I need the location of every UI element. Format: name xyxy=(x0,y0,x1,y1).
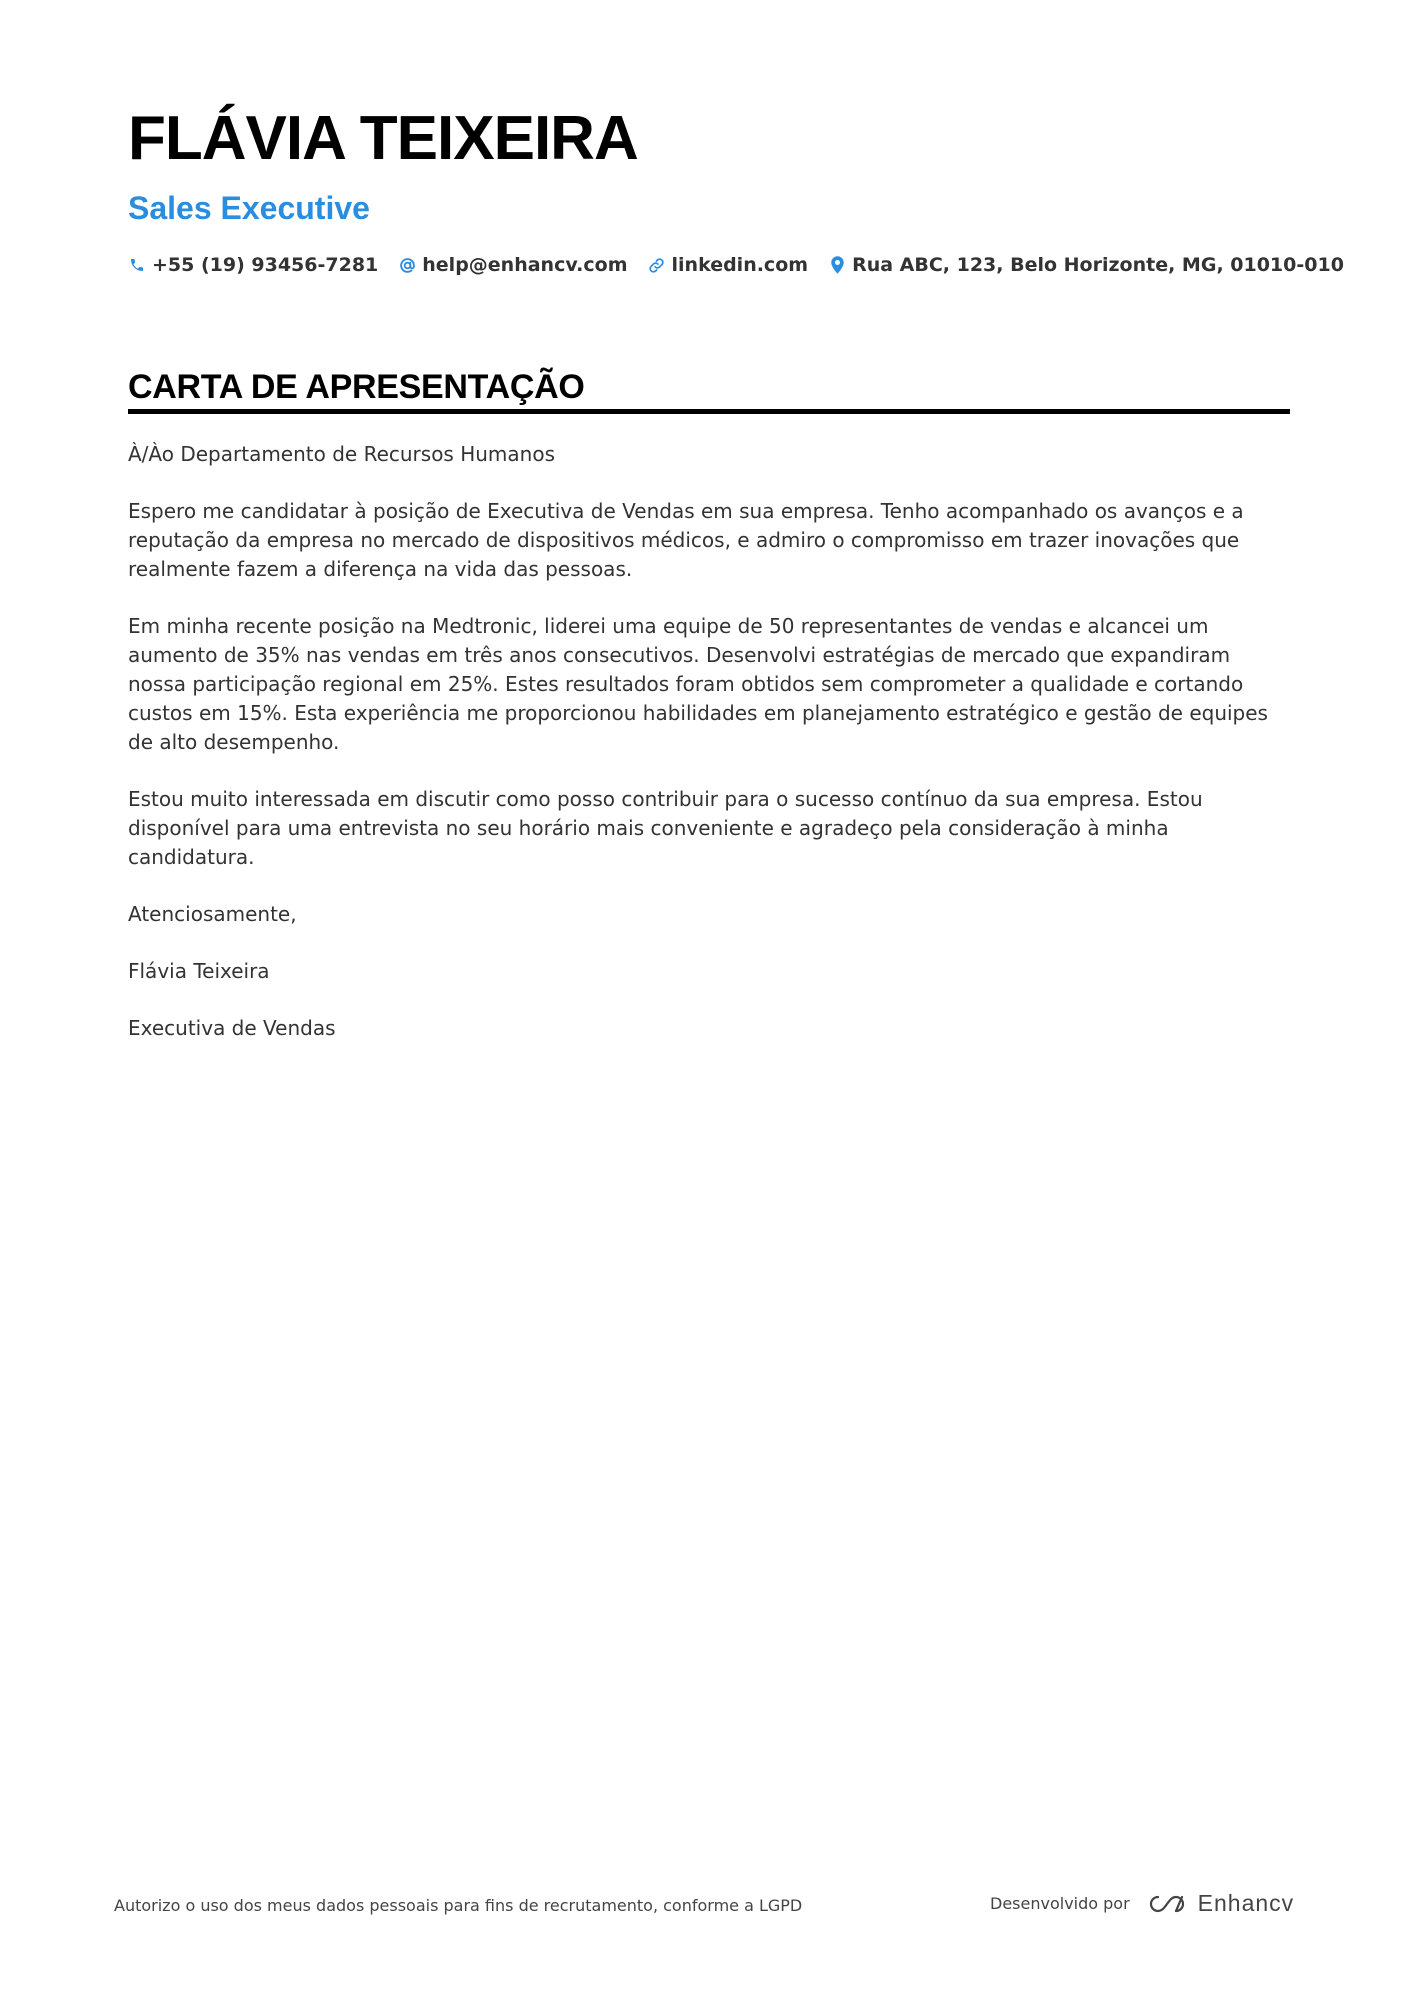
contact-bar xyxy=(128,254,1364,276)
letter-salutation: À/Ào Departamento de Recursos Humanos xyxy=(128,442,555,466)
link-icon xyxy=(648,256,666,274)
contact-email-text: help@enhancv.com xyxy=(422,254,628,276)
candidate-name: FLÁVIA TEIXEIRA xyxy=(128,104,638,173)
candidate-role: Sales Executive xyxy=(128,190,370,226)
contact-linkedin[interactable] xyxy=(648,254,809,276)
contact-email[interactable] xyxy=(398,254,627,276)
contact-phone-text: +55 (19) 93456-7281 xyxy=(152,254,379,276)
footer-brand[interactable] xyxy=(990,1890,1294,1917)
location-pin-icon xyxy=(828,256,846,274)
phone-icon xyxy=(128,256,146,274)
signature-name: Flávia Teixeira xyxy=(128,959,270,983)
contact-linkedin-text: linkedin.com xyxy=(671,254,809,276)
contact-address-text: Rua ABC, 123, Belo Horizonte, MG, 01010-010 xyxy=(852,254,1344,276)
footer-consent: Autorizo o uso dos meus dados pessoais para fins de recrutamento, conforme a LGPD xyxy=(114,1896,803,1915)
enhancv-logo xyxy=(1144,1890,1295,1917)
brand-name: Enhancv xyxy=(1197,1890,1295,1916)
letter-paragraph: Espero me candidatar à posição de Executiva de Vendas em sua empresa. Tenho acompanhado os avanços e a reputação da empresa no mercado de dispositivos médicos, e admiro o compromisso em trazer inovações que realmente fazem a diferença na vida das pessoas. xyxy=(128,499,1244,581)
contact-phone[interactable] xyxy=(128,254,378,276)
signature-title: Executiva de Vendas xyxy=(128,1016,336,1040)
section-divider xyxy=(128,409,1290,414)
powered-by-label: Desenvolvido por xyxy=(990,1894,1130,1913)
letter-paragraph: Estou muito interessada em discutir como posso contribuir para o sucesso contínuo da sua empresa. Estou disponível para uma entrevista no seu horário mais conveniente e agradeço pela consideração à minha candidatura. xyxy=(128,787,1203,869)
letter-paragraph: Em minha recente posição na Medtronic, liderei uma equipe de 50 representantes de vendas e alcancei um aumento de 35% nas vendas em três anos consecutivos. Desenvolvi estratégias de mercado que expandiram nossa participação regional em 25%. Estes resultados foram obtidos sem comprometer a qualidade e cortando custos em 15%. Esta experiência me proporcionou habilidades em planejamento estratégico e gestão de equipes de alto desempenho. xyxy=(128,614,1268,754)
letter-closing: Atenciosamente, xyxy=(128,902,297,926)
letter-body xyxy=(128,440,1290,1071)
section-title: CARTA DE APRESENTAÇÃO xyxy=(128,368,585,406)
enhancv-logo-icon xyxy=(1144,1892,1190,1916)
at-icon xyxy=(398,256,416,274)
contact-address xyxy=(828,254,1344,276)
